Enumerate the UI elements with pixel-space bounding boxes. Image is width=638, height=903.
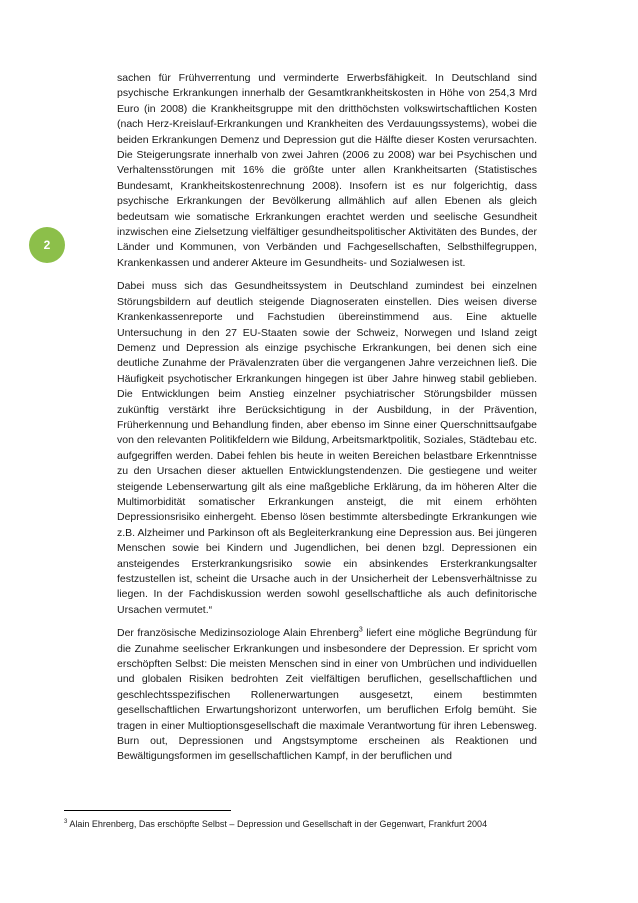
footnote <box>64 818 584 830</box>
paragraph-3-lead: Der französische Medizinsoziologe Alain Ehrenberg <box>117 627 359 640</box>
paragraph-3 <box>117 626 537 765</box>
paragraph-1: sachen für Frühverrentung und verminderte Erwerbsfähigkeit. In Deutschland sind psychische Erkrankungen innerhalb der Gesamtkrankheitskosten in Höhe von 254,3 Mrd Euro (in 2008) die Krankheitsgruppe mit den dritthöchsten volkswirtschaftlichen Kosten (nach Herz-Kreislauf-Erkrankungen und Krankheiten des Verdauungssystems), wobei die beiden Erkrankungen Demenz und Depression gut die Hälfte dieser Kosten verursachten. Die Steigerungsrate innerhalb von zwei Jahren (2006 zu 2008) war bei Psychischen und Verhaltensstörungen mit 16% die größte unter allen Krankheitsarten (Statistisches Bundesamt, Krankheitskostenrechnung 2008). Insofern ist es nur folgerichtig, dass psychische Erkrankungen der Bevölkerung allmählich auf allen Ebenen als gleich bedeutsam wie somatische Erkrankungen erachtet werden und seelische Gesundheit inzwischen eine Zielsetzung vielfältiger gesundheitspolitischer Aktivitäten des Bundes, der Länder und Kommunen, von Verbänden und Fachgesellschaften, Selbsthilfegruppen, Krankenkassen und anderer Akteure im Gesundheits- und Sozialwesen ist. <box>117 72 537 269</box>
footnote-text: Alain Ehrenberg, Das erschöpfte Selbst – Depression und Gesellschaft in der Gegenwart, Frankfurt 2004 <box>69 819 488 829</box>
footnote-reference[interactable]: 3 <box>358 626 363 634</box>
paragraph-3-rest: liefert eine mögliche Begründung für die Zunahme seelischer Erkrankungen und insbesondere der Depression. Er spricht vom erschöpften Selbst: Die meisten Menschen sind in einer von Umbrüchen und individuellen und globalen Risiken bedrohten Zeit vielfältigen beruflichen, gesellschaftlichen und geschlechtsspezifischen Rollenerwartungen ausgesetzt, einem bestimmten gesellschaftlichen Erwartungshorizont unterworfen, um beruflichen Erfolg bemüht. Sie tragen in einer Multioptionsgesellschaft die maximale Verantwortung für ihren Lebensweg. Burn out, Depressionen und Angstsymptome erscheinen als Reaktionen und Bewältigungsformen im gesellschaftlichen Kampf, in der beruflichen und <box>117 627 537 763</box>
paragraph-2: Dabei muss sich das Gesundheitssystem in Deutschland zumindest bei einzelnen Störungsbildern auf deutlich steigende Diagnoseraten einstellen. Dies weisen diverse Krankenkassenreporte und Fachstudien übereinstimmend aus. Eine aktuelle Untersuchung in den 27 EU-Staaten sowie der Schweiz, Norwegen und Island zeigt Demenz und Depression als einzige psychische Erkrankungen, bei denen sich eine deutliche Zunahme der Prävalenzraten über die vergangenen Jahre verzeichnen ließ. Die Häufigkeit psychotischer Erkrankungen hingegen ist über Jahre hinweg stabil geblieben. Die Entwicklungen beim Anstieg einzelner psychiatrischer Störungsbilder müssen zukünftig verstärkt ihre Berücksichtigung in der Ausbildung, in der Prävention, Früherkennung und Behandlung finden, aber ebenso im Sinne einer Querschnittsaufgabe von den relevanten Politikfeldern wie Bildung, Arbeitsmarktpolitik, Soziales, Städtebau etc. aufgegriffen werden. Dabei fehlen bis heute in weiten Bereichen belastbare Erkenntnisse zu den Ursachen dieser aktuellen Entwicklungstendenzen. Die gestiegene und weiter steigende Lebenserwartung gilt als eine maßgebliche Erklärung, da im höheren Alter die Multimorbidität somatischer Erkrankungen ansteigt, die mit einem erhöhten Depressionsrisiko einhergeht. Ebenso lösen bestimmte altersbedingte Erkrankungen wie z.B. Alzheimer und Parkinson oft als Begleiterkrankung eine Depression aus. Bei jüngeren Menschen sowie bei Kindern und Jugendlichen, bei denen bzgl. Depressionen ein ansteigendes Ersterkrankungsrisiko sowie ein absinkendes Ersterkrankungsalter festzustellen ist, scheint die Ursache auch in der Unsicherheit der Lebensverhältnisse zu liegen. In der Fachdiskussion werden sowohl gesellschaftliche als auch definitorische Ursachen vermutet.“ <box>117 280 537 616</box>
body-text <box>117 71 537 773</box>
page-number-badge: 2 <box>29 227 65 263</box>
footnote-number: 3 <box>64 819 68 825</box>
footnote-divider <box>64 810 231 811</box>
